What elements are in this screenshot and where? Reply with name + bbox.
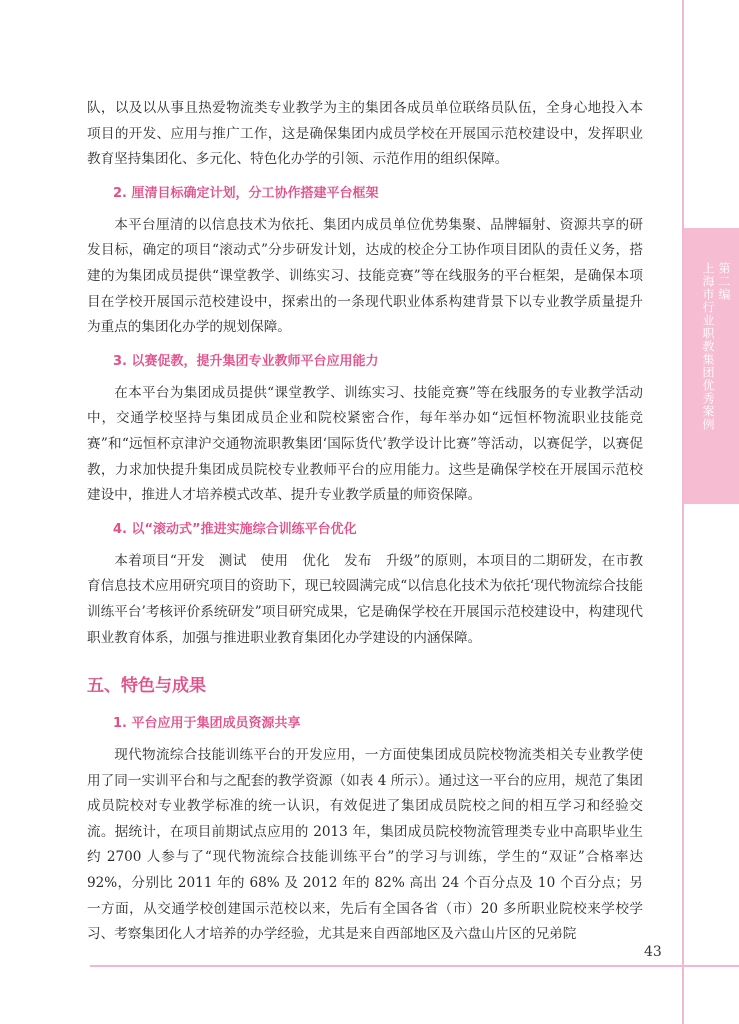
subheading-3: 3. 以赛促教，提升集团专业教师平台应用能力 <box>113 353 379 369</box>
section-label: 上海市行业职教集团优秀案例 <box>701 262 715 431</box>
footer-rule <box>90 965 739 967</box>
section-tab <box>684 228 739 504</box>
part-label: 第二编 <box>717 262 731 301</box>
section-tab-text <box>694 262 732 431</box>
subheading-2: 2. 厘清目标确定计划，分工协作搭建平台框架 <box>113 185 379 201</box>
paragraph-3: 在本平台为集团成员提供“课堂教学、训练实习、技能竞赛”等在线服务的专业教学活动中，交通学校坚持与集团成员企业和院校紧密合作，每年举办如“远恒杯物流职业技能竞赛”和“远恒杯京津沪交通物流职教集团‘国际货代’教学设计比赛”等活动，以赛促学，以赛促教，力求加快提升集团成员院校专业教师平台的应用能力。这些是确保学校在开展国示范校建设中，推进人才培养模式改革、提升专业教学质量的师资保障。 <box>87 384 643 504</box>
subheading-5: 1. 平台应用于集团成员资源共享 <box>113 716 301 732</box>
paragraph-1: 队，以及以从事且热爱物流类专业教学为主的集团各成员单位联络员队伍，全身心地投入本项目的开发、应用与推广工作，这是确保集团内成员学校在开展国示范校建设中，发挥职业教育坚持集团化、多元化、特色化办学的引领、示范作用的组织保障。 <box>87 100 643 168</box>
page-number: 43 <box>644 944 662 960</box>
section-heading: 五、特色与成果 <box>87 676 206 697</box>
paragraph-4: 本着项目“开发 测试 使用 优化 发布 升级”的原则，本项目的二期研发，在市教育信息技术应用研究项目的资助下，现已较圆满完成“以信息化技术为依托‘现代物流综合技能训练平台’考核评价系统研发”项目研究成果，它是确保学校在开展国示范校建设中，构建现代职业教育体系，加强与推进职业教育集团化办学建设的内涵保障。 <box>87 552 643 646</box>
paragraph-5: 现代物流综合技能训练平台的开发应用，一方面使集团成员院校物流类相关专业教学使用了同一实训平台和与之配套的教学资源（如表 4 所示）。通过这一平台的应用，规范了集团成员院校对专业教学标准的统一认识，有效促进了集团成员院校之间的相互学习和经验交流。据统计，在项目前期试点应用的 2013 年，集团成员院校物流管理类专业中高职毕业生约 2700 人参与了“现代物流综合技能训练平台”的学习与训练，学生的“双证”合格率达 92%，分别比 2011 年的 68% 及 2012 年的 82% 高出 24 个百分点及 10 个百分点；另一方面，从交通学校创建国示范校以来，先后有全国各省（市）20 多所职业院校来学校学习、考察集团化人才培养的办学经验，尤其是来自西部地区及六盘山片区的兄弟院 <box>87 747 643 943</box>
side-rule <box>682 0 684 1024</box>
page-content <box>87 96 643 948</box>
paragraph-2: 本平台厘清的以信息技术为依托、集团内成员单位优势集聚、品牌辐射、资源共享的研发目标，确定的项目“滚动式”分步研发计划，达成的校企分工协作项目团队的责任义务，搭建的为集团成员提供“课堂教学、训练实习、技能竞赛”等在线服务的平台框架，是确保本项目在学校开展国示范校建设中，探索出的一条现代职业体系构建背景下以专业教学质量提升为重点的集团化办学的规划保障。 <box>87 216 643 336</box>
subheading-4: 4. 以“滚动式”推进实施综合训练平台优化 <box>113 521 357 537</box>
